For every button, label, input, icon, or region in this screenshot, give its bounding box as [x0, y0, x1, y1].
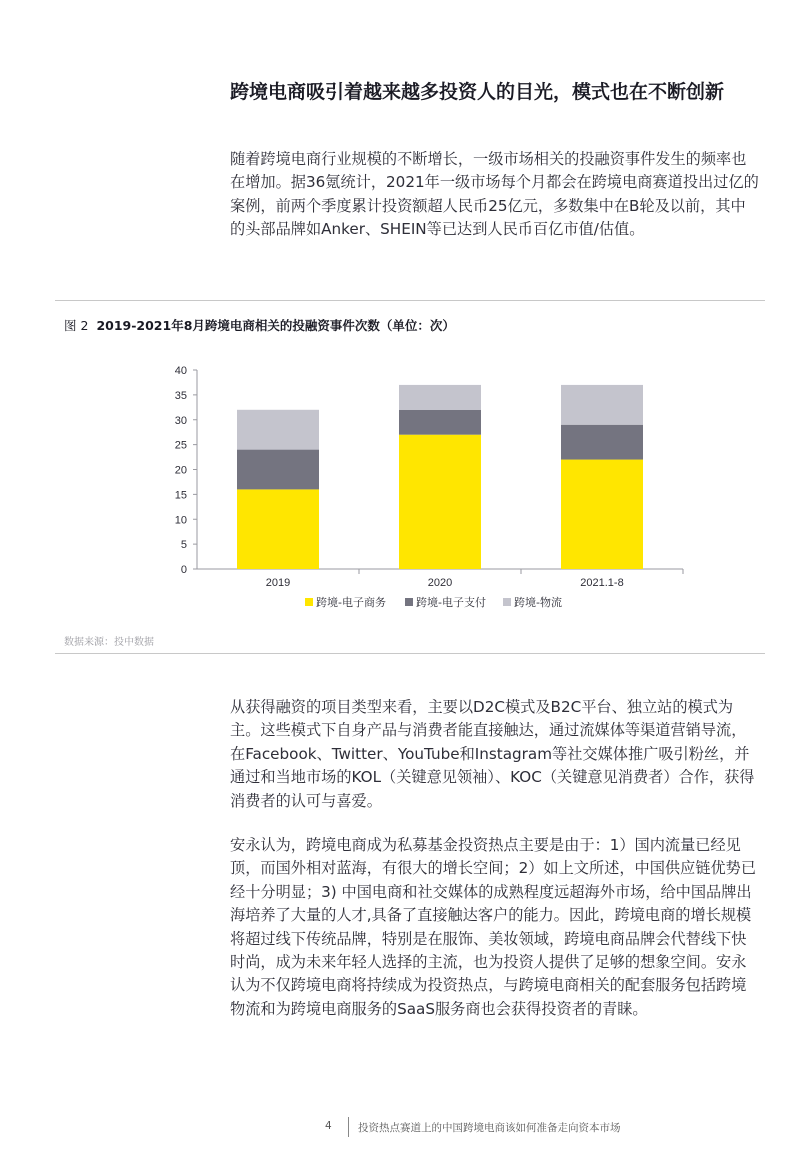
page-footer [0, 1117, 810, 1137]
bar-segment-2 [561, 425, 643, 460]
bar-segment-3 [561, 385, 643, 425]
figure-bottom-divider [55, 653, 765, 654]
section-heading: 跨境电商吸引着越来越多投资人的目光，模式也在不断创新 [230, 81, 725, 103]
bar-segment-2 [237, 450, 319, 490]
y-tick-label: 5 [180, 539, 187, 552]
bar-segment-3 [399, 385, 481, 410]
y-tick-label: 40 [174, 365, 187, 377]
x-tick-label: 2021.1-8 [580, 577, 624, 589]
bar-segment-1 [237, 489, 319, 569]
bar-segment-1 [399, 435, 481, 569]
y-tick-label: 15 [174, 489, 187, 502]
paragraph-investment-growth: 随着跨境电商行业规模的不断增长，一级市场相关的投融资事件发生的频率也在增加。据36氪统计，2021年一级市场每个月都会在跨境电商赛道投出过亿的案例，前两个季度累计投资额超人民币25亿元，多数集中在B轮及以前，其中的头部品牌如Anker、SHEIN等已达到人民币百亿市值/估值。 [230, 150, 759, 239]
bar-segment-3 [237, 410, 319, 450]
y-tick-label: 35 [174, 389, 187, 402]
y-tick-label: 30 [174, 414, 187, 427]
stacked-bar-chart [0, 350, 810, 630]
legend-swatch [305, 598, 313, 606]
footer-separator [348, 1117, 349, 1137]
x-tick-label: 2019 [265, 577, 291, 589]
legend-swatch [405, 598, 413, 606]
y-tick-label: 0 [180, 564, 187, 576]
page-number: 4 [325, 1120, 332, 1132]
figure-source: 数据来源：投中数据 [64, 637, 154, 648]
figure-top-divider [55, 300, 765, 301]
y-tick-label: 25 [174, 439, 187, 452]
footer-document-title: 投资热点赛道上的中国跨境电商该如何准备走向资本市场 [358, 1122, 621, 1134]
bar-segment-2 [399, 410, 481, 435]
legend-label: 跨境-电子商务 [316, 596, 386, 609]
figure-caption [64, 316, 455, 334]
figure-number: 图 2 [64, 318, 89, 333]
figure-title: 2019-2021年8月跨境电商相关的投融资事件次数（单位：次） [96, 318, 455, 333]
legend-swatch [503, 598, 511, 606]
paragraph-ey-view: 安永认为，跨境电商成为私募基金投资热点主要是由于：1）国内流量已经见顶，而国外相对蓝海，有很大的增长空间；2）如上文所述，中国供应链优势已经十分明显；3) 中国电商和社交媒体的成熟程度远超海外市场，给中国品牌出海培养了大量的人才,具备了直接触达客户的能力。因此，跨境电商的增长规模将超过线下传统品牌，特别是在服饰、美妆领域，跨境电商品牌会代替线下快时尚，成为未来年轻人选择的主流，也为投资人提供了足够的想象空间。安永认为不仅跨境电商将持续成为投资热点，与跨境电商相关的配套服务包括跨境物流和为跨境电商服务的SaaS服务商也会获得投资者的青睐。 [230, 836, 757, 1018]
bar-segment-1 [561, 460, 643, 569]
y-tick-label: 10 [174, 514, 187, 527]
legend-label: 跨境-物流 [514, 596, 562, 609]
paragraph-financing-types: 从获得融资的项目类型来看，主要以D2C模式及B2C平台、独立站的模式为主。这些模式下自身产品与消费者能直接触达，通过流媒体等渠道营销导流，在Facebook、Twitter、YouTube和Instagram等社交媒体推广吸引粉丝，并通过和当地市场的KOL（关键意见领袖）、KOC（关键意见消费者）合作，获得消费者的认可与喜爱。 [230, 698, 755, 810]
y-tick-label: 20 [174, 464, 187, 477]
x-tick-label: 2020 [427, 577, 453, 589]
legend-label: 跨境-电子支付 [416, 596, 486, 609]
